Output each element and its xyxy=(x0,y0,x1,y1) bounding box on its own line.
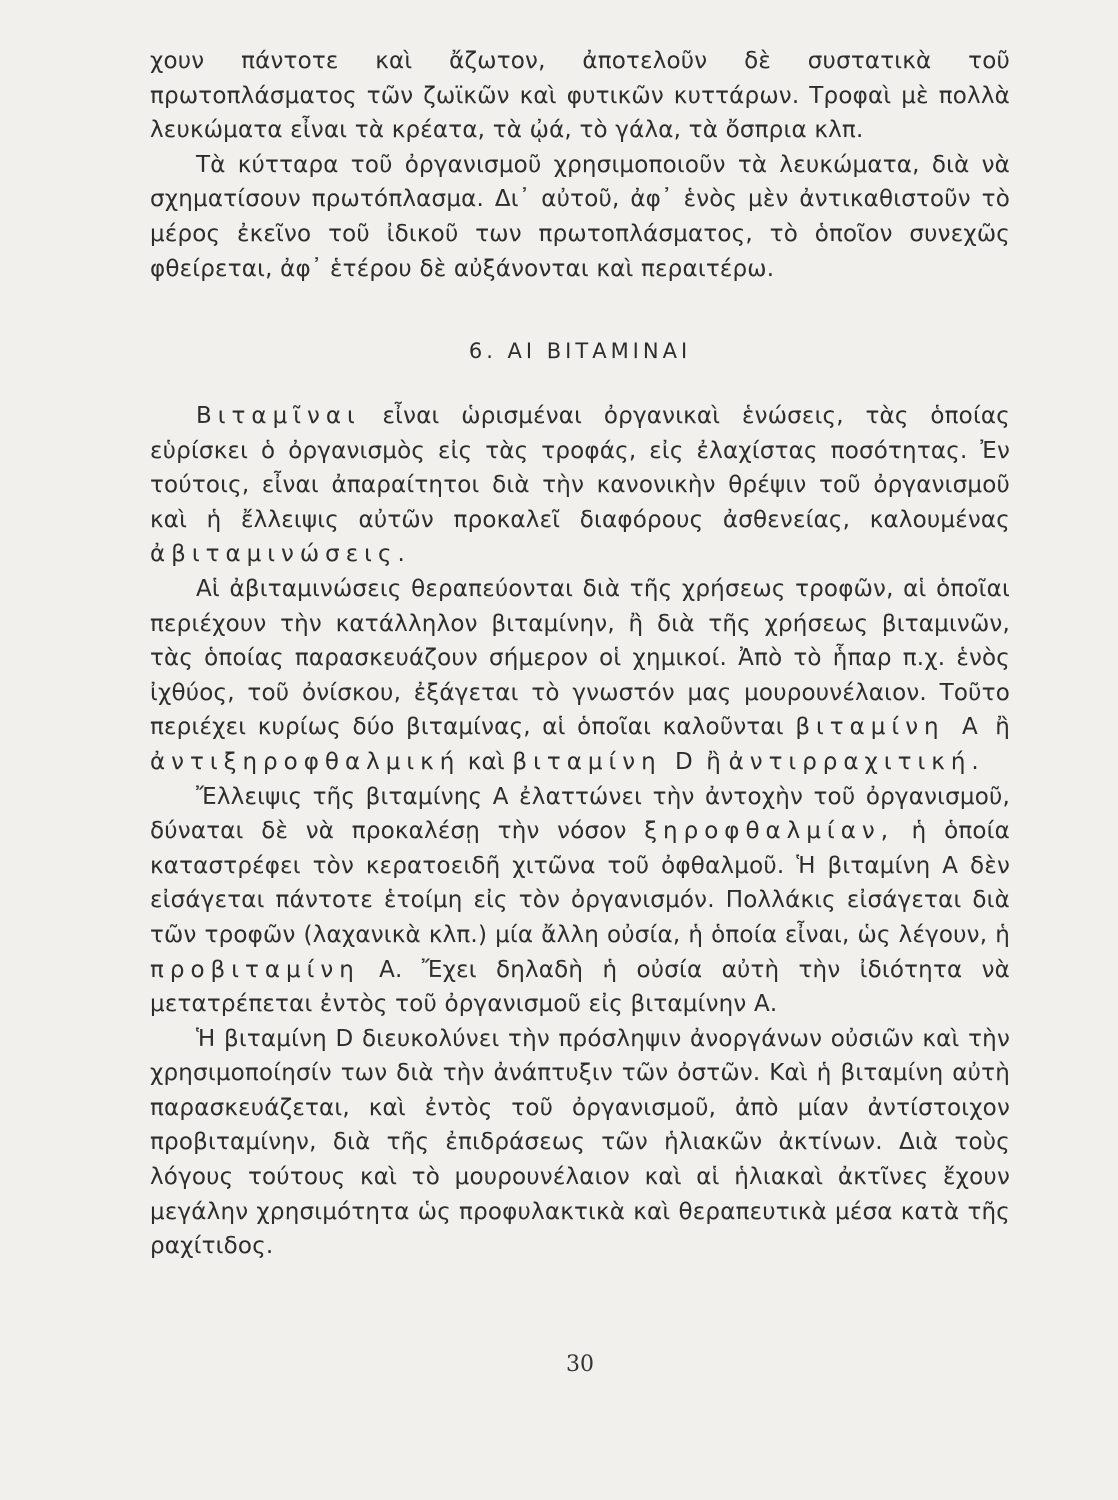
intro-paragraph: χουν πάντοτε καὶ ἄζωτον, ἀποτελοῦν δὲ συστατικὰ τοῦ πρωτοπλάσματος τῶν ζωϊκῶν καὶ φυτικῶν κυττάρων. Τροφαὶ μὲ πολλὰ λευκώματα εἶναι τὰ κρέατα, τὰ ᾠά, τὸ γάλα, τὰ ὄσπρια κλπ. xyxy=(150,48,1010,144)
top-text-block xyxy=(150,44,1010,286)
paragraph-text: ἡ ὁποία καταστρέφει τὸν κερατοειδῆ χιτῶνα τοῦ ὀφθαλμοῦ. Ἡ βιταμίνη Α δὲν εἰσάγεται πάντοτε ἑτοίμη εἰς τὸν ὀργανισμόν. Πολλάκις εἰσάγεται διὰ τῶν τροφῶν (λαχανικὰ κλπ.) μία ἄλλη οὐσία, ἡ ὁποία εἶναι, ὡς λέγουν, ἡ xyxy=(150,818,1011,948)
term-vitamin-d: βιταμίνη D xyxy=(512,748,699,775)
term-antixerophthalmic: ἀντιξηροφθαλμική xyxy=(150,748,461,775)
term-avitaminoses: ἀβιταμινώσεις. xyxy=(150,541,411,568)
paragraph-text: εἶναι ὡρισμέναι ὀργανικαὶ ἑνώσεις, τὰς ὁποίας εὑρίσκει ὁ ὀργανισμὸς εἰς τὰς τροφάς, εἰς ἐλαχίστας ποσότητας. Ἐν τούτοις, εἶναι ἀπαραίτητοι διὰ τὴν κανονικὴν θρέψιν τοῦ ὀργανισμοῦ καὶ ἡ ἔλλειψις αὐτῶν προκαλεῖ διαφόρους ἀσθενείας, καλουμένας xyxy=(150,403,1010,533)
proteins-paragraph: Τὰ κύτταρα τοῦ ὀργανισμοῦ χρησιμοποιοῦν τὰ λευκώματα, διὰ νὰ σχηματίσουν πρωτόπλασμα. Δι᾽ αὐτοῦ, ἀφ᾽ ἑνὸς μὲν ἀντικαθιστοῦν τὸ μέρος ἐκεῖνο τοῦ ἰδικοῦ των πρωτοπλάσματος, τὸ ὁποῖον συνεχῶς φθείρεται, ἀφ᾽ ἑτέρου δὲ αὐξάνονται καὶ περαιτέρω. xyxy=(150,151,1010,282)
page-number: 30 xyxy=(566,1352,594,1377)
vitamins-definition-paragraph xyxy=(150,399,1010,572)
vitamins-text-block xyxy=(150,399,1010,1264)
term-antirachitic: ἀντιρραχιτική. xyxy=(728,748,985,775)
paragraph-text: Ἔλλειψις τῆς βιταμίνης Α ἐλαττώνει τὴν ἀντοχὴν τοῦ ὀργανισμοῦ, δύναται δὲ νὰ προκαλέσῃ τὴν νόσον xyxy=(150,783,1010,845)
connector-text: καὶ xyxy=(460,748,513,775)
vitamin-d-paragraph: Ἡ βιταμίνη D διευκολύνει τὴν πρόσληψιν ἀνοργάνων οὐσιῶν καὶ τὴν χρησιμοποίησίν των διὰ τὴν ἀνάπτυξιν τῶν ὀστῶν. Καὶ ἡ βιταμίνη αὐτὴ παρασκευάζεται, καὶ ἐντὸς τοῦ ὀργανισμοῦ, ἀπὸ μίαν ἀντίστοιχον προβιταμίνην, διὰ τῆς ἐπιδράσεως τῶν ἡλιακῶν ἀκτίνων. Διὰ τοὺς λόγους τούτους καὶ τὸ μουρουνέλαιον καὶ αἱ ἡλιακαὶ ἀκτῖνες ἔχουν μεγάλην χρησιμότητα ὡς προφυλακτικὰ καὶ θεραπευτικὰ μέσα κατὰ τῆς ραχίτιδος. xyxy=(150,1025,1010,1260)
avitaminosis-treatment-paragraph xyxy=(150,572,1010,780)
term-provitamin: προβιταμίνη xyxy=(150,956,360,983)
term-vitamins: Βιταμῖναι xyxy=(196,403,361,429)
connector-text: ἢ xyxy=(983,714,1011,741)
paragraph-text: Αἱ ἀβιταμινώσεις θεραπεύονται διὰ τῆς χρήσεως τροφῶν, αἱ ὁποῖαι περιέχουν τὴν κατάλληλον βιταμίνην, ἢ διὰ τῆς χρήσεως βιταμινῶν, τὰς ὁποίας παρασκευάζουν σήμερον οἱ χημικοί. Ἀπὸ τὸ ἧπαρ π.χ. ἑνὸς ἰχθύος, τοῦ ὀνίσκου, ἐξάγεται τὸ γνωστόν μας μουρουνέλαιον. Τοῦτο περιέχει κυρίως δύο βιταμίνας, αἱ ὁποῖαι καλοῦνται xyxy=(150,575,1010,741)
term-xerophthalmia: ξηροφθαλμίαν, xyxy=(644,818,895,845)
connector-text: ἢ xyxy=(698,748,729,775)
paragraph-text: Α. Ἔχει δηλαδὴ ἡ οὐσία αὐτὴ τὴν ἰδιότητα νὰ μετατρέπεται ἐντὸς τοῦ ὀργανισμοῦ εἰς βιταμίνην Α. xyxy=(150,956,1010,1018)
vitamin-a-deficiency-paragraph xyxy=(150,780,1010,1022)
term-vitamin-a: βιταμίνη Α xyxy=(795,714,984,741)
section-title: 6. ΑΙ ΒΙΤΑΜΙΝΑΙ xyxy=(468,339,692,363)
